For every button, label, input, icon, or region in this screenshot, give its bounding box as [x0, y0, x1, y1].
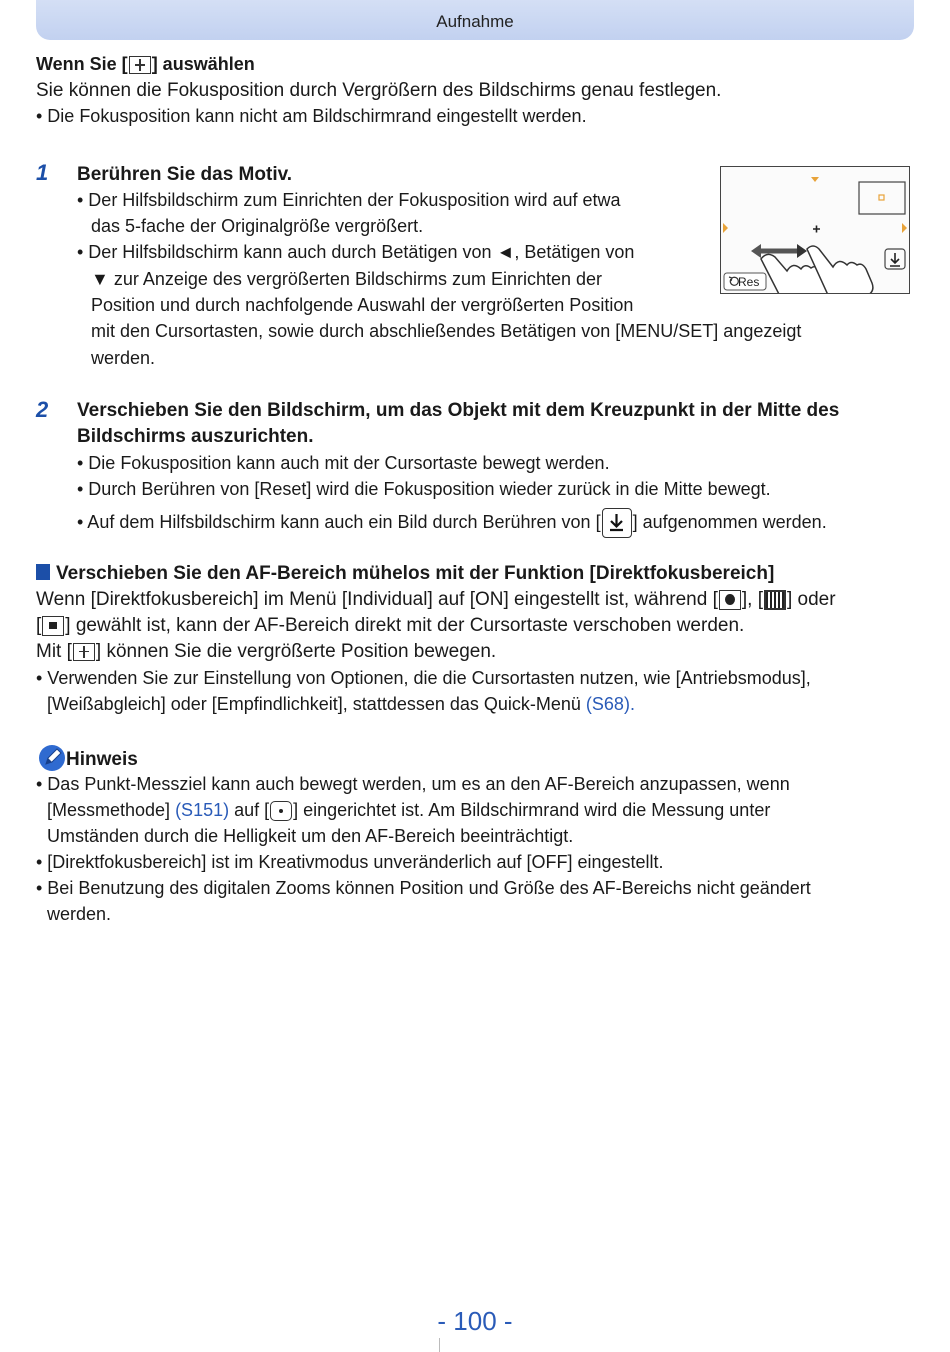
magnify-plus-icon — [129, 56, 151, 74]
af-line-2 — [36, 613, 744, 639]
zoom-bullet: • Die Fokusposition kann nicht am Bildschirmrand eingestellt werden. — [36, 106, 587, 126]
step-1-bullet-2-line-5: werden. — [91, 348, 156, 368]
step-1-bullet-2-line-4: mit den Cursortasten, sowie durch abschließendes Betätigen von [MENU/SET] angezeigt — [91, 321, 802, 341]
note-title-text: Hinweis — [66, 749, 138, 770]
step-2-title-line-2: Bildschirms auszurichten. — [77, 426, 314, 447]
spot-metering-icon — [270, 801, 292, 821]
step-2-title-line-1: Verschieben Sie den Bildschirm, um das Objekt mit dem Kreuzpunkt in der Mitte des — [77, 400, 840, 421]
focus-marker — [879, 195, 884, 200]
af-line-3-post: ] können Sie die vergrößerte Position bewegen. — [95, 641, 497, 662]
af-bullet-line-2 — [47, 691, 635, 717]
step-1-bullet-2-line-3: Position und durch nachfolgende Auswahl der vergrößerten Position — [91, 295, 634, 315]
af-line-2-post: ] gewählt ist, kann der AF-Bereich direkt mit der Cursortaste verschoben werden. — [65, 615, 745, 636]
zoom-title-pre: Wenn Sie [ — [36, 54, 128, 74]
page-number: - 100 - — [437, 1306, 513, 1336]
step-2-bullet-1: • Die Fokusposition kann auch mit der Cursortaste bewegt werden. — [77, 453, 610, 473]
af-line-1-pre: Wenn [Direktfokusbereich] im Menü [Individual] auf [ON] eingestellt ist, während [ — [36, 589, 718, 610]
note-title — [38, 744, 138, 773]
note-1-line-2-post: ] eingerichtet ist. Am Bildschirmrand wird die Messung unter — [293, 800, 771, 820]
illustration-drawing — [721, 167, 909, 293]
step-1-number: 1 — [36, 160, 49, 185]
reset-label: Res — [738, 275, 760, 289]
af-line-1-mid: ], [ — [741, 589, 763, 610]
step-1-bullet-1-line-1: • Der Hilfsbildschirm zum Einrichten der Fokusposition wird auf etwa — [77, 190, 621, 210]
note-1-line-2 — [47, 797, 770, 823]
page-header — [36, 0, 914, 40]
step-1-title: Berühren Sie das Motiv. — [77, 164, 293, 185]
note-2: • [Direktfokusbereich] ist im Kreativmodus unveränderlich auf [OFF] eingestellt. — [36, 852, 664, 872]
af-bullet-line-1: • Verwenden Sie zur Einstellung von Optionen, die die Cursortasten nutzen, wie [Antriebsmodus], — [36, 668, 811, 688]
download-glyph — [603, 509, 630, 536]
note-3-line-2: werden. — [47, 904, 112, 924]
swipe-arrow-left-head — [751, 244, 761, 258]
af-line-1 — [36, 587, 836, 613]
one-area-icon — [42, 616, 64, 636]
quick-menu-page-link[interactable]: (S68) — [585, 694, 630, 714]
multi-area-icon — [764, 590, 786, 610]
step-1-bullet-2-line-2: ▼ zur Anzeige des vergrößerten Bildschirms zum Einrichten der — [91, 269, 603, 289]
step-2-number: 2 — [36, 397, 49, 422]
af-bullet-line-2-text: [Weißabgleich] oder [Empfindlichkeit], stattdessen das Quick-Menü — [47, 694, 586, 714]
page-divider — [439, 1338, 440, 1352]
arrow-right-marker — [902, 223, 907, 233]
shutter-download-icon — [602, 508, 632, 538]
af-line-3-pre: Mit [ — [36, 641, 72, 662]
preview-frame — [859, 182, 905, 214]
note-1-line-2-pre: [Messmethode] — [47, 800, 176, 820]
arrow-left-marker — [723, 223, 728, 233]
note-1-line-3: Umständen durch die Helligkeit um den AF-Bereich beeinträchtigt. — [47, 826, 574, 846]
zoom-section-title — [36, 51, 255, 77]
step-2-bullet-3 — [77, 507, 827, 538]
note-1-line-1: • Das Punkt-Messziel kann auch bewegt werden, um es an den AF-Bereich anzupassen, wenn — [36, 774, 790, 794]
af-line-3 — [36, 639, 496, 665]
pencil-note-icon — [38, 744, 66, 772]
step-2-bullet-3-post: ] aufgenommen werden. — [632, 512, 827, 532]
zoom-screen-illustration — [720, 166, 910, 294]
af-line-1-post: ] oder — [786, 589, 836, 610]
crosshair-icon — [813, 226, 820, 233]
header-title: Aufnahme — [436, 12, 514, 31]
af-section-title — [36, 561, 774, 587]
step-1-bullet-2-line-1: • Der Hilfsbildschirm kann auch durch Betätigen von ◄, Betätigen von — [77, 242, 635, 262]
af-line-2-pre: [ — [36, 615, 42, 636]
zoom-title-post: ] auswählen — [151, 54, 255, 74]
note-3-line-1: • Bei Benutzung des digitalen Zooms können Position und Größe des AF-Bereichs nicht geändert — [36, 878, 811, 898]
step-2-bullet-2: • Durch Berühren von [Reset] wird die Fokusposition wieder zurück in die Mitte bewegt. — [77, 479, 771, 499]
magnify-plus-icon — [73, 643, 95, 661]
face-detect-icon — [719, 590, 741, 610]
zoom-intro: Sie können die Fokusposition durch Vergrößern des Bildschirms genau festlegen. — [36, 80, 722, 101]
metering-page-link[interactable]: (S151) — [175, 800, 230, 820]
download-arrow — [890, 253, 900, 266]
section-square-icon — [36, 564, 50, 580]
step-1-bullet-1-line-2: das 5-fache der Originalgröße vergrößert. — [91, 216, 424, 236]
af-bullet-line-2-end: . — [629, 694, 635, 714]
note-1-line-2-mid: auf [ — [229, 800, 270, 820]
af-section-title-text: Verschieben Sie den AF-Bereich mühelos mit der Funktion [Direktfokusbereich] — [56, 563, 775, 584]
step-2-bullet-3-pre: • Auf dem Hilfsbildschirm kann auch ein Bild durch Berühren von [ — [77, 512, 601, 532]
swipe-arrow-right-head — [797, 244, 807, 258]
arrow-up-marker — [811, 177, 819, 182]
